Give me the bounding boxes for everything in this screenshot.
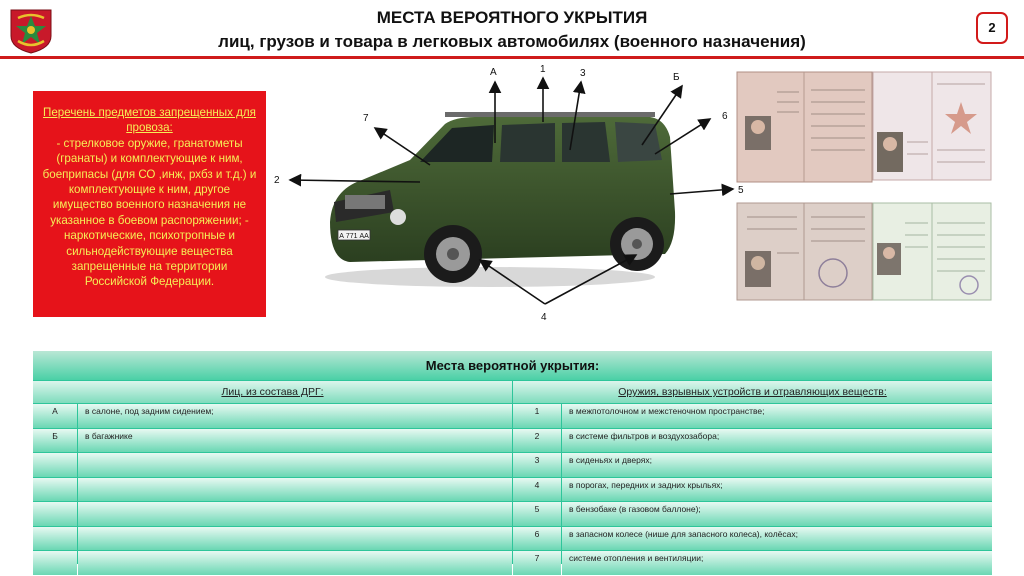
arrow-7 [375,128,430,165]
table-row-label: 2 [513,429,561,453]
military-id-photo-2 [873,72,991,180]
left-column-header: Лиц, из состава ДРГ: [33,381,512,403]
table-row-label: А [33,404,77,428]
table-row-label [33,527,77,551]
table-row-label: 1 [513,404,561,428]
label-3: 3 [580,68,586,79]
table-row-text [78,478,512,502]
military-id-photo-3 [737,203,872,300]
table-row-text: в системе фильтров и воздухозабора; [562,429,992,453]
page-subtitle: лиц, грузов и товара в легковых автомобилях (военного назначения) [218,32,806,51]
military-id-photo-1 [737,72,872,182]
table-row-label: 3 [513,453,561,477]
label-b: Б [673,72,680,83]
table-row-label: 4 [513,478,561,502]
arrow-5 [670,189,733,194]
table-row-text: в салоне, под задним сидением; [78,404,512,428]
page-title: МЕСТА ВЕРОЯТНОГО УКРЫТИЯ [376,8,648,27]
page-number-badge: 2 [976,12,1008,44]
table-row-label: Б [33,429,77,453]
prohibited-items-heading: Перечень предметов запрещенных для провоза: [43,106,256,135]
license-plate: А 771 АА [339,233,369,240]
table-row-text: в бензобаке (в газовом баллоне); [562,502,992,526]
table-row-label [33,502,77,526]
table-row-label: 6 [513,527,561,551]
label-7: 7 [363,113,369,124]
table-row-label: 7 [513,551,561,575]
table-row-text: в порогах, передних и задних крыльях; [562,478,992,502]
table-row-text: системе отопления и вентиляции; [562,551,992,575]
table-row-text [78,453,512,477]
table-row-text: в межпотолочном и межстеночном пространстве; [562,404,992,428]
table-row-text [78,527,512,551]
suv-illustration [325,112,675,287]
table-row-text: в сиденьях и дверях; [562,453,992,477]
label-6: 6 [722,111,728,122]
table-row-label [33,478,77,502]
table-row-label [33,551,77,575]
prohibited-items-text: - стрелковое оружие, гранатометы (гранаты) и комплектующие к ним, боеприпасы (для СО ,инж, рхбз и т.д.) и комплектующие к ним, другое имущество военного назначения не указанное в боевом распоряжении; - наркотические, психотропные и сильнодействующие вещества запрещенные на территории Российской Федерации. [42,136,257,289]
table-row-text: в запасном колесе (нише для запасного колеса), колёсах; [562,527,992,551]
table-row-text [78,502,512,526]
label-2: 2 [274,175,280,186]
label-5: 5 [738,185,744,196]
label-4: 4 [541,312,547,323]
right-column-header: Оружия, взрывных устройств и отравляющих веществ: [513,381,992,403]
prohibited-items-box [33,91,266,317]
table-row-label: 5 [513,502,561,526]
label-1: 1 [540,64,546,75]
vehicle-diagram [270,62,744,330]
label-a: А [490,67,497,78]
table-title: Места вероятной укрытия: [33,351,992,380]
military-id-photo-4 [873,203,991,300]
table-row-label [33,453,77,477]
table-row-text: в багажнике [78,429,512,453]
header-divider [0,56,1024,59]
hiding-places-table [33,351,992,564]
table-row-text [78,551,512,575]
